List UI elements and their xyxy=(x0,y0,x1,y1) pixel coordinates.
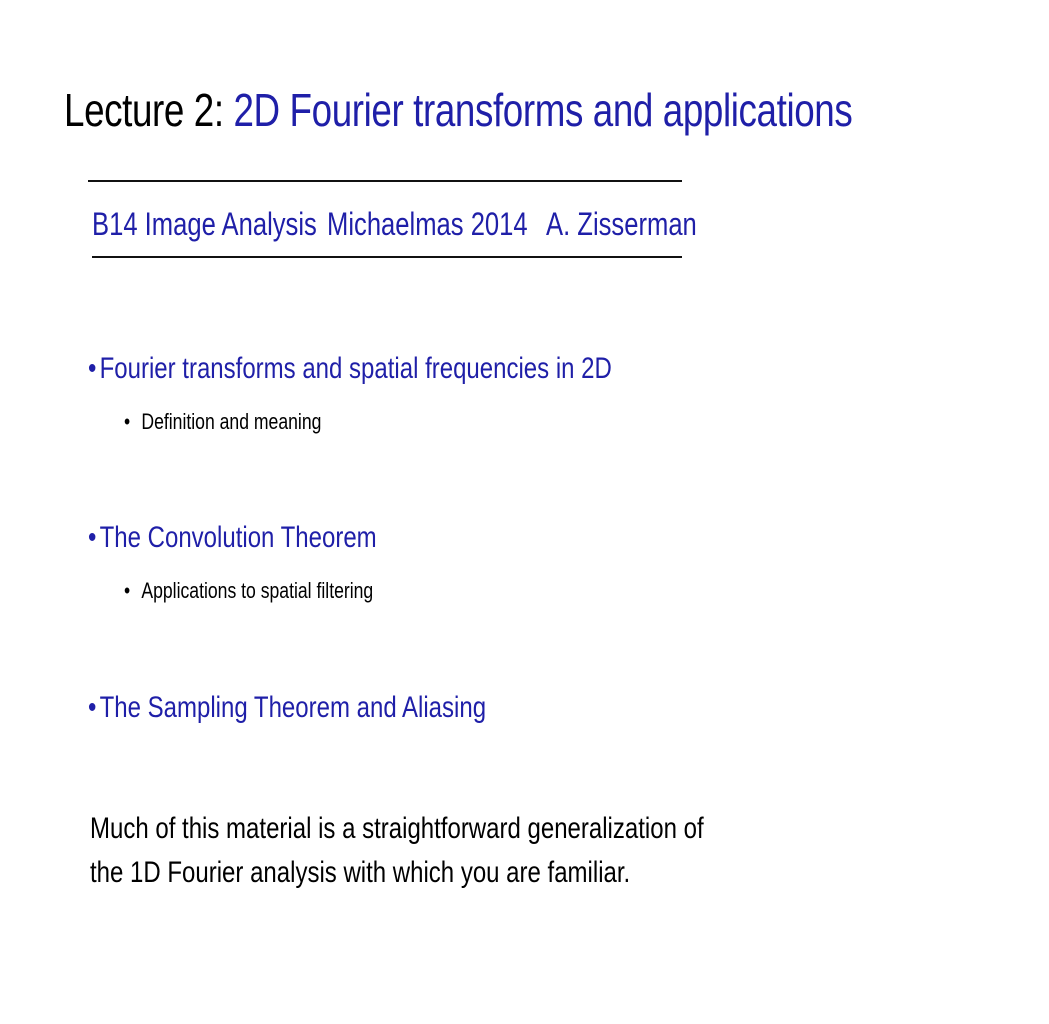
bullet-text: The Convolution Theorem xyxy=(99,521,377,554)
title-topic: 2D Fourier transforms and applications xyxy=(233,84,853,136)
sub-bullet-marker: • xyxy=(124,578,131,603)
bullet-marker: • xyxy=(88,352,97,385)
sub-bullet-text: Definition and meaning xyxy=(141,409,322,434)
sub-bullet-text: Applications to spatial filtering xyxy=(141,578,374,603)
bullet-marker: • xyxy=(88,521,97,554)
term-label: Michaelmas 2014 xyxy=(327,206,528,242)
closing-line: Much of this material is a straightforward generalization of xyxy=(90,812,704,845)
header-top-rule xyxy=(88,180,682,182)
closing-paragraph xyxy=(90,807,857,895)
bullet-text: The Sampling Theorem and Aliasing xyxy=(99,691,487,724)
header-bottom-rule xyxy=(92,256,682,258)
bullet-item xyxy=(88,518,449,558)
course-name: B14 Image Analysis xyxy=(92,206,317,242)
closing-line: the 1D Fourier analysis with which you are familiar. xyxy=(90,856,631,889)
bullet-item xyxy=(88,349,743,389)
slide-title xyxy=(64,80,1049,140)
bullet-text: Fourier transforms and spatial frequencies in 2D xyxy=(99,352,612,385)
sub-bullet-item xyxy=(124,575,436,607)
bullet-item xyxy=(88,688,586,728)
sub-bullet-marker: • xyxy=(124,409,131,434)
author-name: A. Zisserman xyxy=(546,206,697,242)
sub-bullet-item xyxy=(124,406,371,438)
title-prefix: Lecture 2: xyxy=(64,84,234,136)
bullet-marker: • xyxy=(88,691,97,724)
